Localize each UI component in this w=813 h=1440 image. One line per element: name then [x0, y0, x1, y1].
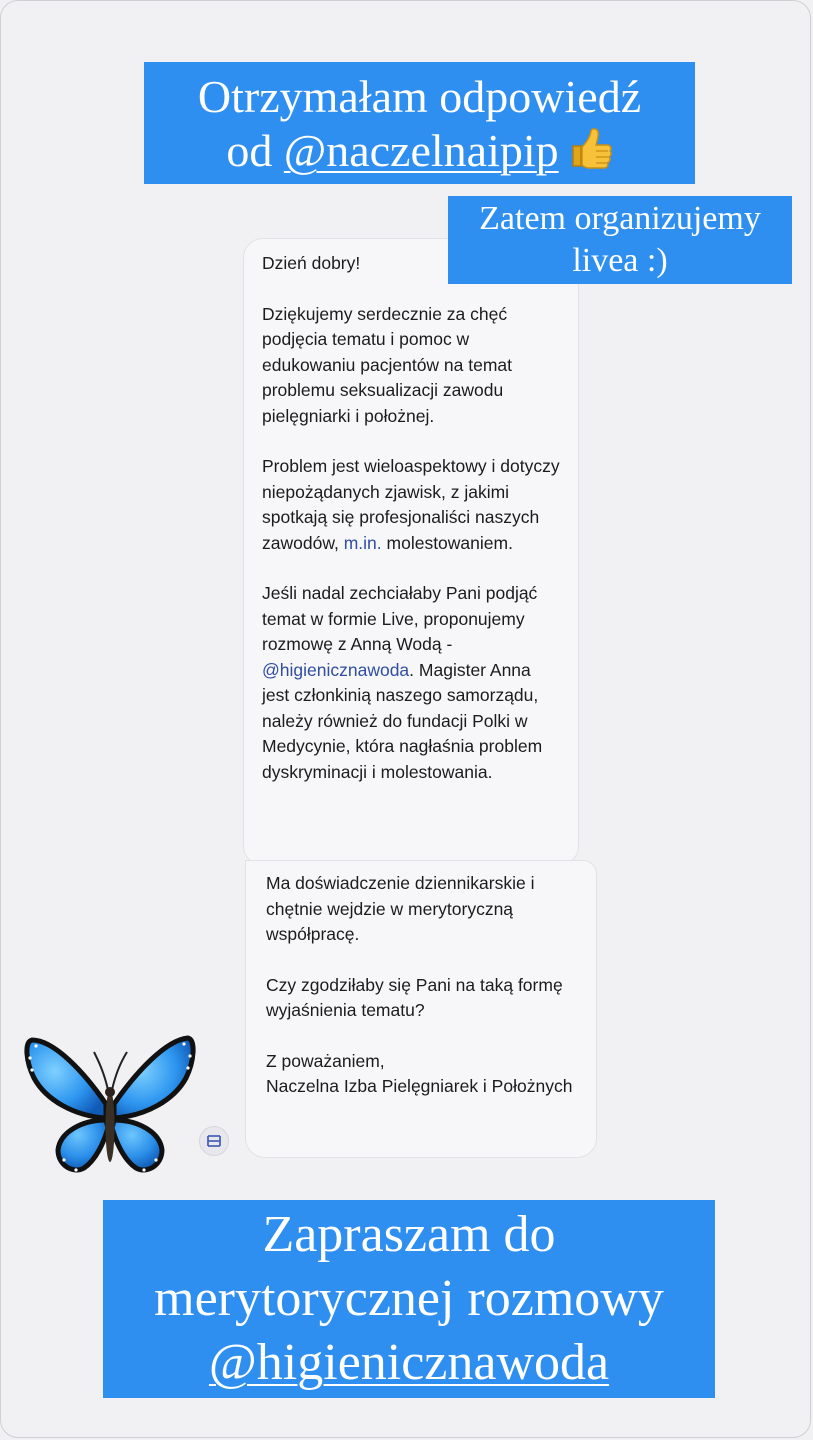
caption-middle-line-1: Zatem organizujemy — [479, 200, 761, 237]
message-paragraph-1: Dziękujemy serdecznie za chęć podjęcia tematu i pomoc w edukowaniu pacjentów na temat problemu seksualizacji zawodu pielęgniarki i położnej. — [262, 303, 513, 426]
message-p3-text: Jeśli nadal zechciałaby Pani podjąć temat w formie Live, proponujemy rozmowę z Anną Wodą - — [262, 583, 538, 654]
caption-bottom-line-2: merytorycznej rozmowy — [154, 1270, 664, 1327]
message-signature: Naczelna Izba Pielęgniarek i Położnych — [266, 1076, 573, 1096]
caption-top-line-1: Otrzymałam odpowiedź — [197, 71, 642, 122]
message-p2-text: Problem jest wieloaspektowy i dotyczy niepożądanych zjawisk, z jakimi spotkają się profesjonaliści naszych zawodów, — [262, 456, 560, 553]
message-bubble-1 — [243, 238, 579, 866]
caption-middle-line-2: livea :) — [572, 242, 668, 279]
mention-higienicznawoda-link[interactable]: @higienicznawoda — [262, 659, 410, 680]
message-paragraph-3 — [262, 581, 562, 785]
message-p2-end: molestowaniem. — [381, 532, 513, 553]
sender-avatar-icon[interactable] — [199, 1126, 229, 1156]
caption-banner-middle — [448, 196, 792, 284]
message-paragraph-2 — [262, 454, 562, 556]
message-bubble-2 — [245, 860, 597, 1158]
message-greeting: Dzień dobry! — [262, 253, 361, 273]
caption-top-prefix: od — [226, 125, 284, 176]
thumbs-up-icon — [569, 128, 613, 170]
caption-bottom-line-3 — [103, 1331, 715, 1395]
message-link-min[interactable]: m.in. — [343, 532, 382, 553]
caption-banner-top — [144, 62, 695, 184]
message-closing: Z poważaniem, — [266, 1050, 385, 1071]
mention-naczelnaipip[interactable]: @naczelnaipip — [283, 125, 559, 176]
caption-banner-bottom — [103, 1200, 715, 1398]
mention-higienicznawoda[interactable]: @higienicznawoda — [208, 1334, 610, 1391]
caption-bottom-line-1: Zapraszam do — [262, 1206, 556, 1263]
caption-top-line-2 — [144, 124, 695, 178]
message-paragraph-5: Czy zgodziłaby się Pani na taką formę wyjaśnienia tematu? — [266, 974, 563, 1020]
butterfly-icon — [24, 1032, 196, 1178]
message-paragraph-4: Ma doświadczenie dziennikarskie i chętnie wejdzie w merytoryczną współpracę. — [266, 873, 535, 944]
message-p3-end: . Magister Anna jest członkinią naszego samorządu, należy również do fundacji Polki w Medycynie, która nagłaśnia problem dyskryminacji i molestowania. — [262, 659, 543, 782]
